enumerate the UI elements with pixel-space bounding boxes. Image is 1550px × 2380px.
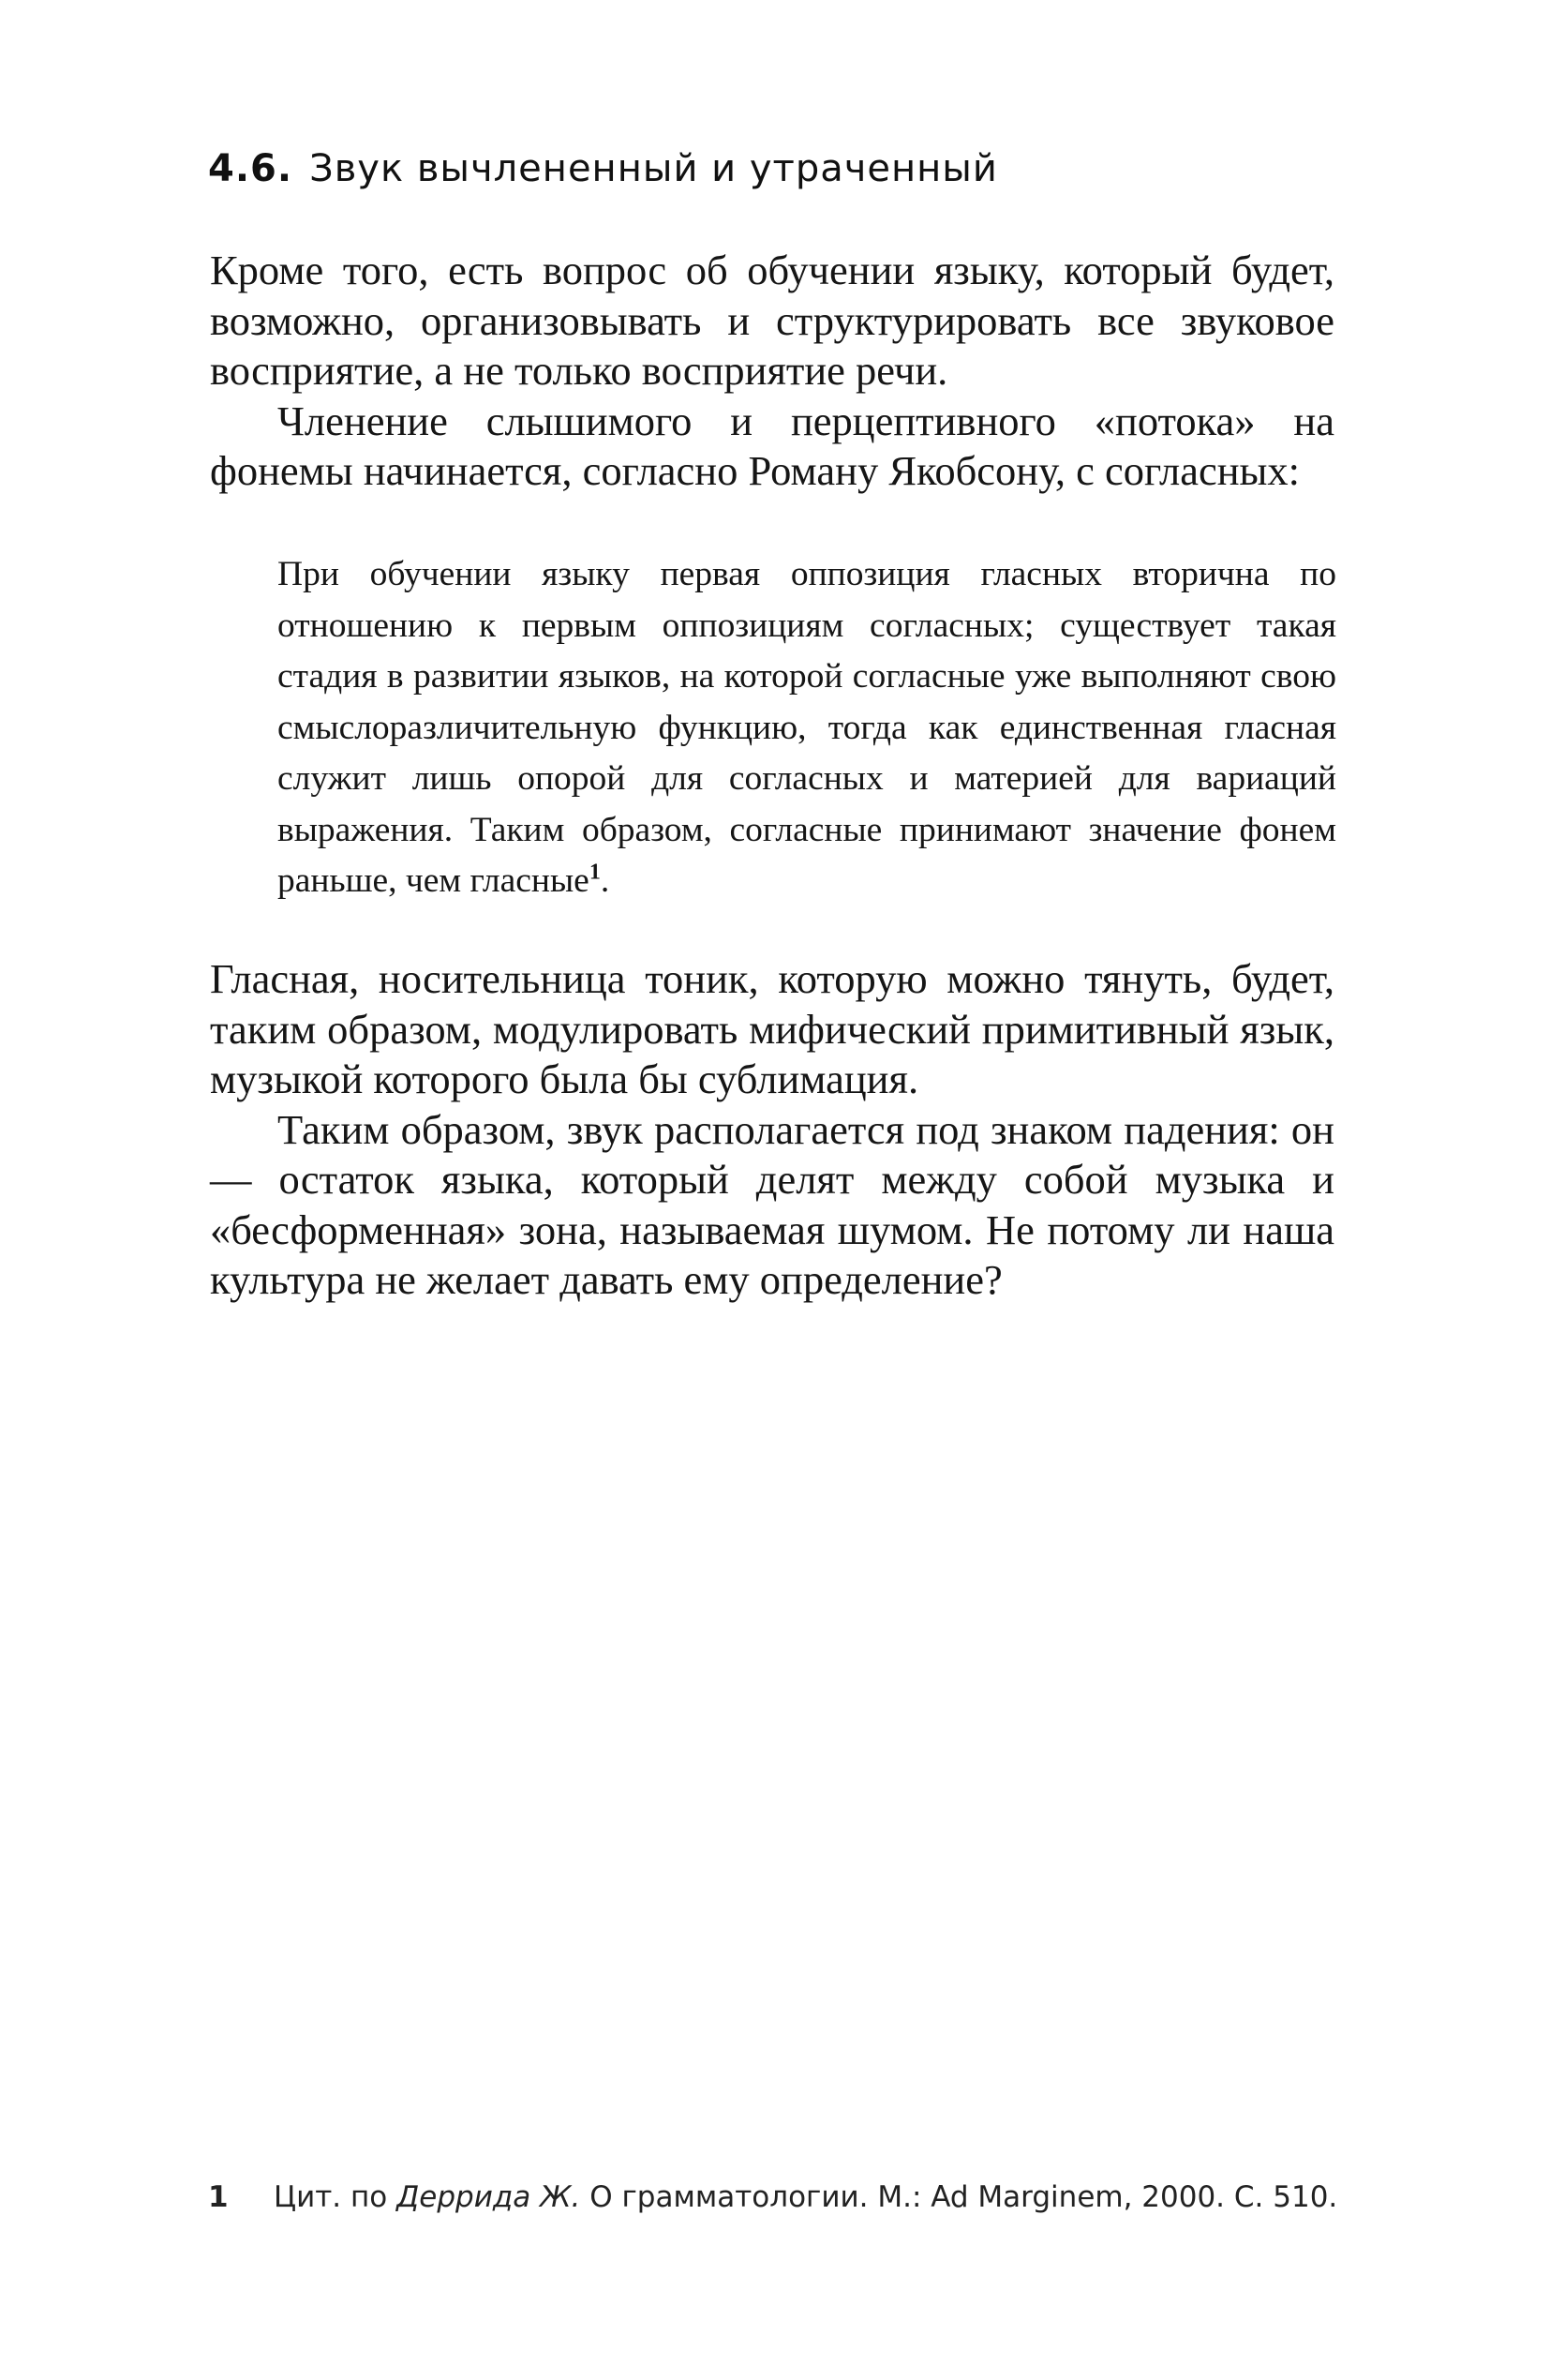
block-quote	[277, 549, 1336, 907]
quote-end: .	[600, 861, 610, 900]
paragraph: Членение слышимого и перцептивного «потока» на фонемы начинается, согласно Роману Якобсону, с согласных:	[210, 397, 1334, 494]
footnote	[208, 2177, 1426, 2218]
section-number: 4.6.	[208, 147, 293, 190]
body-text-upper	[210, 246, 1334, 497]
quote-text	[277, 549, 1336, 907]
paragraph: Кроме того, есть вопрос об обучении языку, который будет, возможно, организовывать и структурировать все звуковое восприятие, а не только восприятие речи.	[210, 247, 1334, 394]
footnote-prefix: Цит. по	[274, 2180, 397, 2214]
footnote-author: Деррида Ж.	[396, 2180, 581, 2214]
paragraph: Таким образом, звук располагается под знаком падения: он — остаток языка, который делят между собой музыка и «бесформенная» зона, называемая шумом. Не потому ли наша культура не желает давать ему определение?	[210, 1105, 1334, 1303]
body-text-lower	[210, 954, 1334, 1306]
footnote-number: 1	[208, 2180, 229, 2214]
paragraph: Гласная, носительница тоник, которую можно тянуть, будет, таким образом, модулировать мифический примитивный язык, музыкой которого была бы сублимация.	[210, 955, 1334, 1102]
footnote-reference[interactable]: 1	[589, 860, 601, 885]
quote-body: При обучении языку первая оппозиция гласных вторична по отношению к первым оппозициям согласных; существует такая стадия в развитии языков, на которой согласные уже выполняют свою смыслоразличительную функцию, тогда как единственная гласная служит лишь опорой для согласных и материей для вариаций выражения. Таким образом, согласные принимают значение фонем раньше, чем гласные	[277, 555, 1336, 900]
footnote-source: О грамматологии. М.: Ad Marginem, 2000. С. 510.	[580, 2180, 1338, 2214]
section-heading	[208, 142, 1333, 195]
section-title: Звук вычлененный и утраченный	[309, 147, 998, 190]
